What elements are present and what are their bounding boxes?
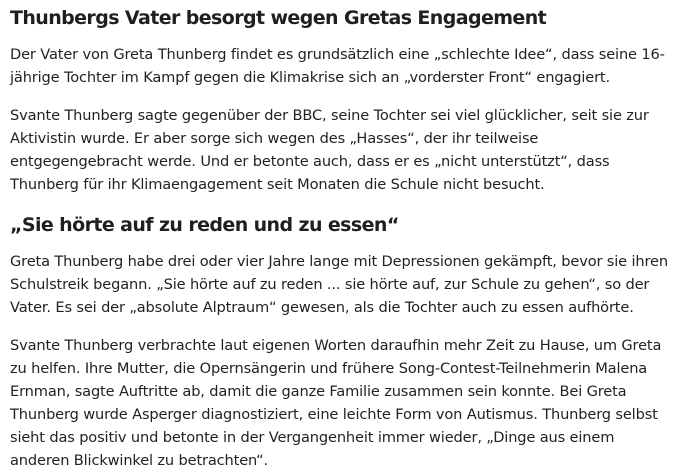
section-heading: „Sie hörte auf zu reden und zu essen“ (10, 214, 399, 236)
paragraph-intro: Der Vater von Greta Thunberg findet es grundsätzlich eine „schlechte Idee“, dass seine 16-jährige Tochter im Kampf gegen die Klimakrise sich an „vorderster Front“ engagiert. (10, 46, 665, 86)
paragraph-depression: Greta Thunberg habe drei oder vier Jahre lange mit Depressionen gekämpft, bevor sie ihren Schulstreik begann. „Sie hörte auf zu reden ... sie hörte auf, zur Schule zu gehen“, so der Vater. Es sei der „absolute Alptraum“ gewesen, als die Tochter auch zu essen aufhörte. (10, 253, 668, 316)
paragraph-bbc-statement: Svante Thunberg sagte gegenüber der BBC, seine Tochter sei viel glücklicher, seit sie zur Aktivistin wurde. Er aber sorge sich wegen des „Hasses“, der ihr teilweise entgegengebracht werde. Und er betonte auch, dass er es „nicht unterstützt“, dass Thunberg für ihr Klimaengagement seit Monaten die Schule nicht besucht. (10, 107, 649, 193)
article-title: Thunbergs Vater besorgt wegen Gretas Engagement (10, 7, 547, 29)
paragraph-family: Svante Thunberg verbrachte laut eigenen Worten daraufhin mehr Zeit zu Hause, um Greta zu helfen. Ihre Mutter, die Opernsängerin und frühere Song-Contest-Teilnehmerin Malena Ernman, sagte Auftritte ab, damit die ganze Familie zusammen sein konnte. Bei Greta Thunberg wurde Asperger diagnostiziert, eine leichte Form von Autismus. Thunberg selbst sieht das positiv und betonte in der Vergangenheit immer wieder, „Dinge aus einem anderen Blickwinkel zu betrachten“. (10, 337, 662, 469)
